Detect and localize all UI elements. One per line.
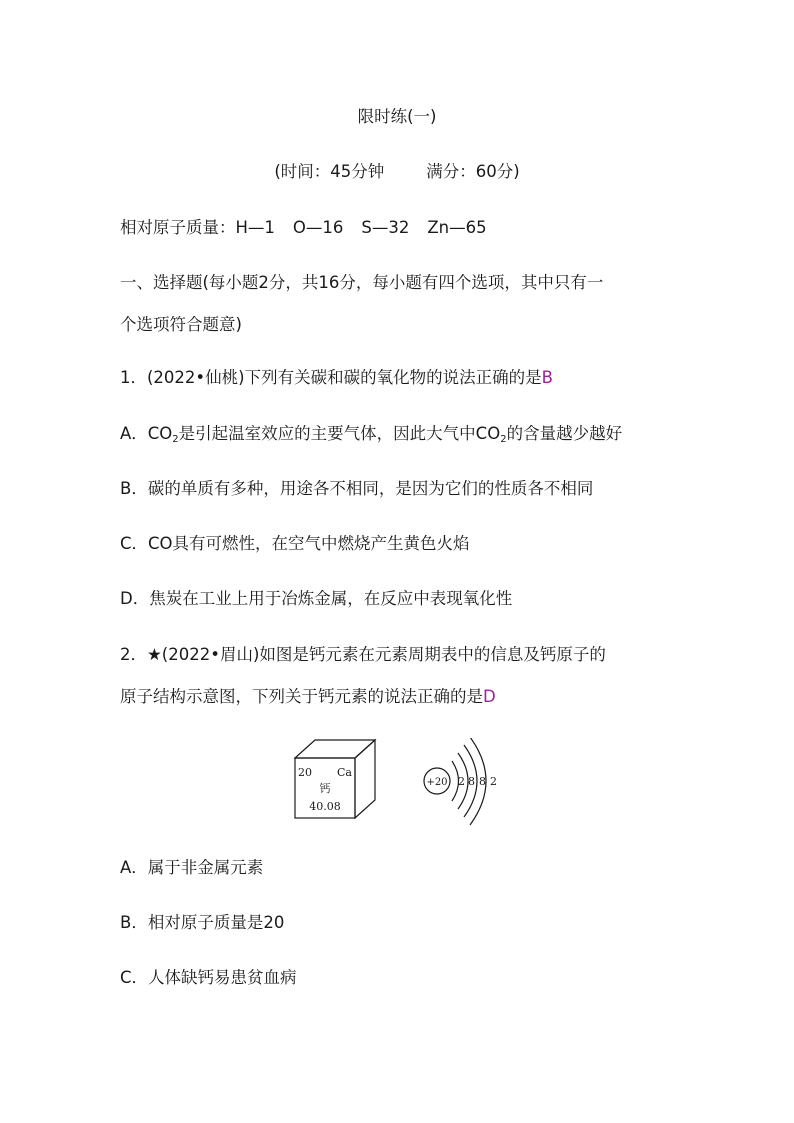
full-score: 满分：60分) xyxy=(426,162,520,181)
time-score-line xyxy=(0,161,794,183)
shell-electrons-3: 8 xyxy=(479,775,486,788)
q2-option-c-text: C．人体缺钙易患贫血病 xyxy=(120,968,297,987)
q2-option-a-text: A．属于非金属元素 xyxy=(120,858,264,877)
section-heading-line1: 一、选择题(每小题2分，共16分，每小题有四个选项，其中只有一 xyxy=(120,273,604,292)
element-cell-top xyxy=(295,740,375,758)
atom-structure xyxy=(424,738,497,825)
question-1-stem xyxy=(120,367,553,389)
q2-answer: D xyxy=(483,687,496,706)
section-heading-line2: 个选项符合题意) xyxy=(120,315,242,334)
question-2-stem xyxy=(120,644,606,666)
q2-option-b-text: B．相对原子质量是20 xyxy=(120,913,285,932)
atomic-mass-h: H—1 xyxy=(235,218,275,237)
q1-option-a-part3: 的含量越少越好 xyxy=(506,424,623,443)
atomic-mass-o: O—16 xyxy=(292,218,344,237)
q2-stem-line1: 2．★(2022•眉山)如图是钙元素在元素周期表中的信息及钙原子的 xyxy=(120,645,606,664)
q2-stem-line2: 原子结构示意图，下列关于钙元素的说法正确的是 xyxy=(120,687,483,706)
q1-option-a xyxy=(120,423,622,445)
q1-answer: B xyxy=(541,368,553,387)
shell-electrons-1: 2 xyxy=(458,775,465,788)
q2-option-c xyxy=(120,967,297,989)
element-cell-side xyxy=(355,740,375,818)
atomic-mass-label: 相对原子质量： xyxy=(120,218,236,237)
question-2-stem-continued xyxy=(120,686,496,708)
q1-option-d-text: D．焦炭在工业上用于冶炼金属，在反应中表现氧化性 xyxy=(120,589,513,608)
time-limit: (时间：45分钟 xyxy=(274,162,385,181)
atomic-mass-zn: Zn—65 xyxy=(427,218,487,237)
q1-stem-text: 1．(2022•仙桃)下列有关碳和碳的氧化物的说法正确的是 xyxy=(120,368,542,387)
q1-option-a-part1: A．CO xyxy=(120,424,173,443)
q1-option-a-sub2: 2 xyxy=(500,434,507,445)
atomic-mass-s: S—32 xyxy=(361,218,410,237)
q1-option-b xyxy=(120,478,593,500)
q2-option-a xyxy=(120,857,263,879)
calcium-figure xyxy=(290,738,510,828)
title-text: 限时练(一) xyxy=(357,107,437,126)
element-mass: 40.08 xyxy=(309,800,341,813)
section-heading-continued xyxy=(120,314,242,336)
element-symbol: Ca xyxy=(337,766,352,779)
element-number: 20 xyxy=(298,766,312,779)
page-title xyxy=(0,106,794,128)
q1-option-a-sub1: 2 xyxy=(172,434,179,445)
q1-option-d xyxy=(120,588,512,610)
calcium-figure-svg xyxy=(290,738,510,828)
q2-option-b xyxy=(120,912,284,934)
atomic-mass-line xyxy=(120,217,487,239)
section-heading xyxy=(120,272,603,294)
q1-option-a-part2: 是引起温室效应的主要气体，因此大气中CO xyxy=(178,424,501,443)
shell-electrons-2: 8 xyxy=(468,775,475,788)
q1-option-c xyxy=(120,533,470,555)
element-name: 钙 xyxy=(319,782,331,795)
q1-option-b-text: B．碳的单质有多种，用途各不相同，是因为它们的性质各不相同 xyxy=(120,479,594,498)
shell-electrons-4: 2 xyxy=(490,775,497,788)
q1-option-c-text: C．CO具有可燃性，在空气中燃烧产生黄色火焰 xyxy=(120,534,470,553)
nucleus-charge: +20 xyxy=(426,777,448,788)
